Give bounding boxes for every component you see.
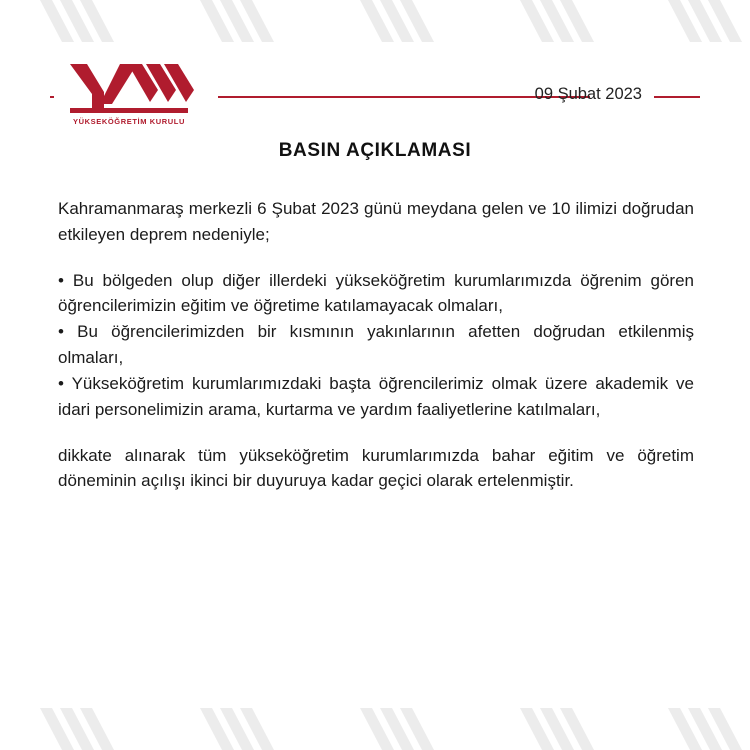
yok-logo-mark xyxy=(54,58,204,118)
document-header xyxy=(50,58,700,134)
document-body xyxy=(58,196,694,494)
bullet-item-2: • Bu öğrencilerimizden bir kısmının yakınlarının afetten doğrudan etkilenmiş olmaları, xyxy=(58,322,694,368)
bottom-chevron-band xyxy=(0,708,750,750)
intro-paragraph: Kahramanmaraş merkezli 6 Şubat 2023 günü meydana gelen ve 10 ilimizi doğrudan etkileyen deprem nedeniyle; xyxy=(58,199,694,244)
header-rule-right xyxy=(654,96,700,98)
page-title: BASIN AÇIKLAMASI xyxy=(278,140,472,161)
header-rule-left xyxy=(50,96,54,98)
closing-paragraph: dikkate alınarak tüm yükseköğretim kurumlarımızda bahar eğitim ve öğretim döneminin açılışı ikinci bir duyuruya kadar geçici olarak ertelenmiştir. xyxy=(58,445,694,491)
bullet-list xyxy=(58,268,694,423)
bullet-item-3: • Yükseköğretim kurumlarımızdaki başta öğrencilerimiz olmak üzere akademik ve idari personelimizin arama, kurtarma ve yardım faaliyetlerine katılmaları, xyxy=(58,373,694,419)
chevron-pattern-top xyxy=(0,0,750,42)
paragraph-spacer-2 xyxy=(58,423,694,443)
paragraph-spacer xyxy=(58,248,694,268)
chevron-pattern-bottom xyxy=(0,708,750,750)
logo-caption: YÜKSEKÖĞRETİM KURULU xyxy=(72,117,185,126)
yok-logo xyxy=(54,58,204,134)
publication-date: 09 Şubat 2023 xyxy=(534,85,642,103)
top-chevron-band xyxy=(0,0,750,42)
bullet-item-1: • Bu bölgeden olup diğer illerdeki yükseköğretim kurumlarımızda öğrenim gören öğrencilerimizin eğitim ve öğretime katılamayacak olmaları, xyxy=(58,270,694,316)
